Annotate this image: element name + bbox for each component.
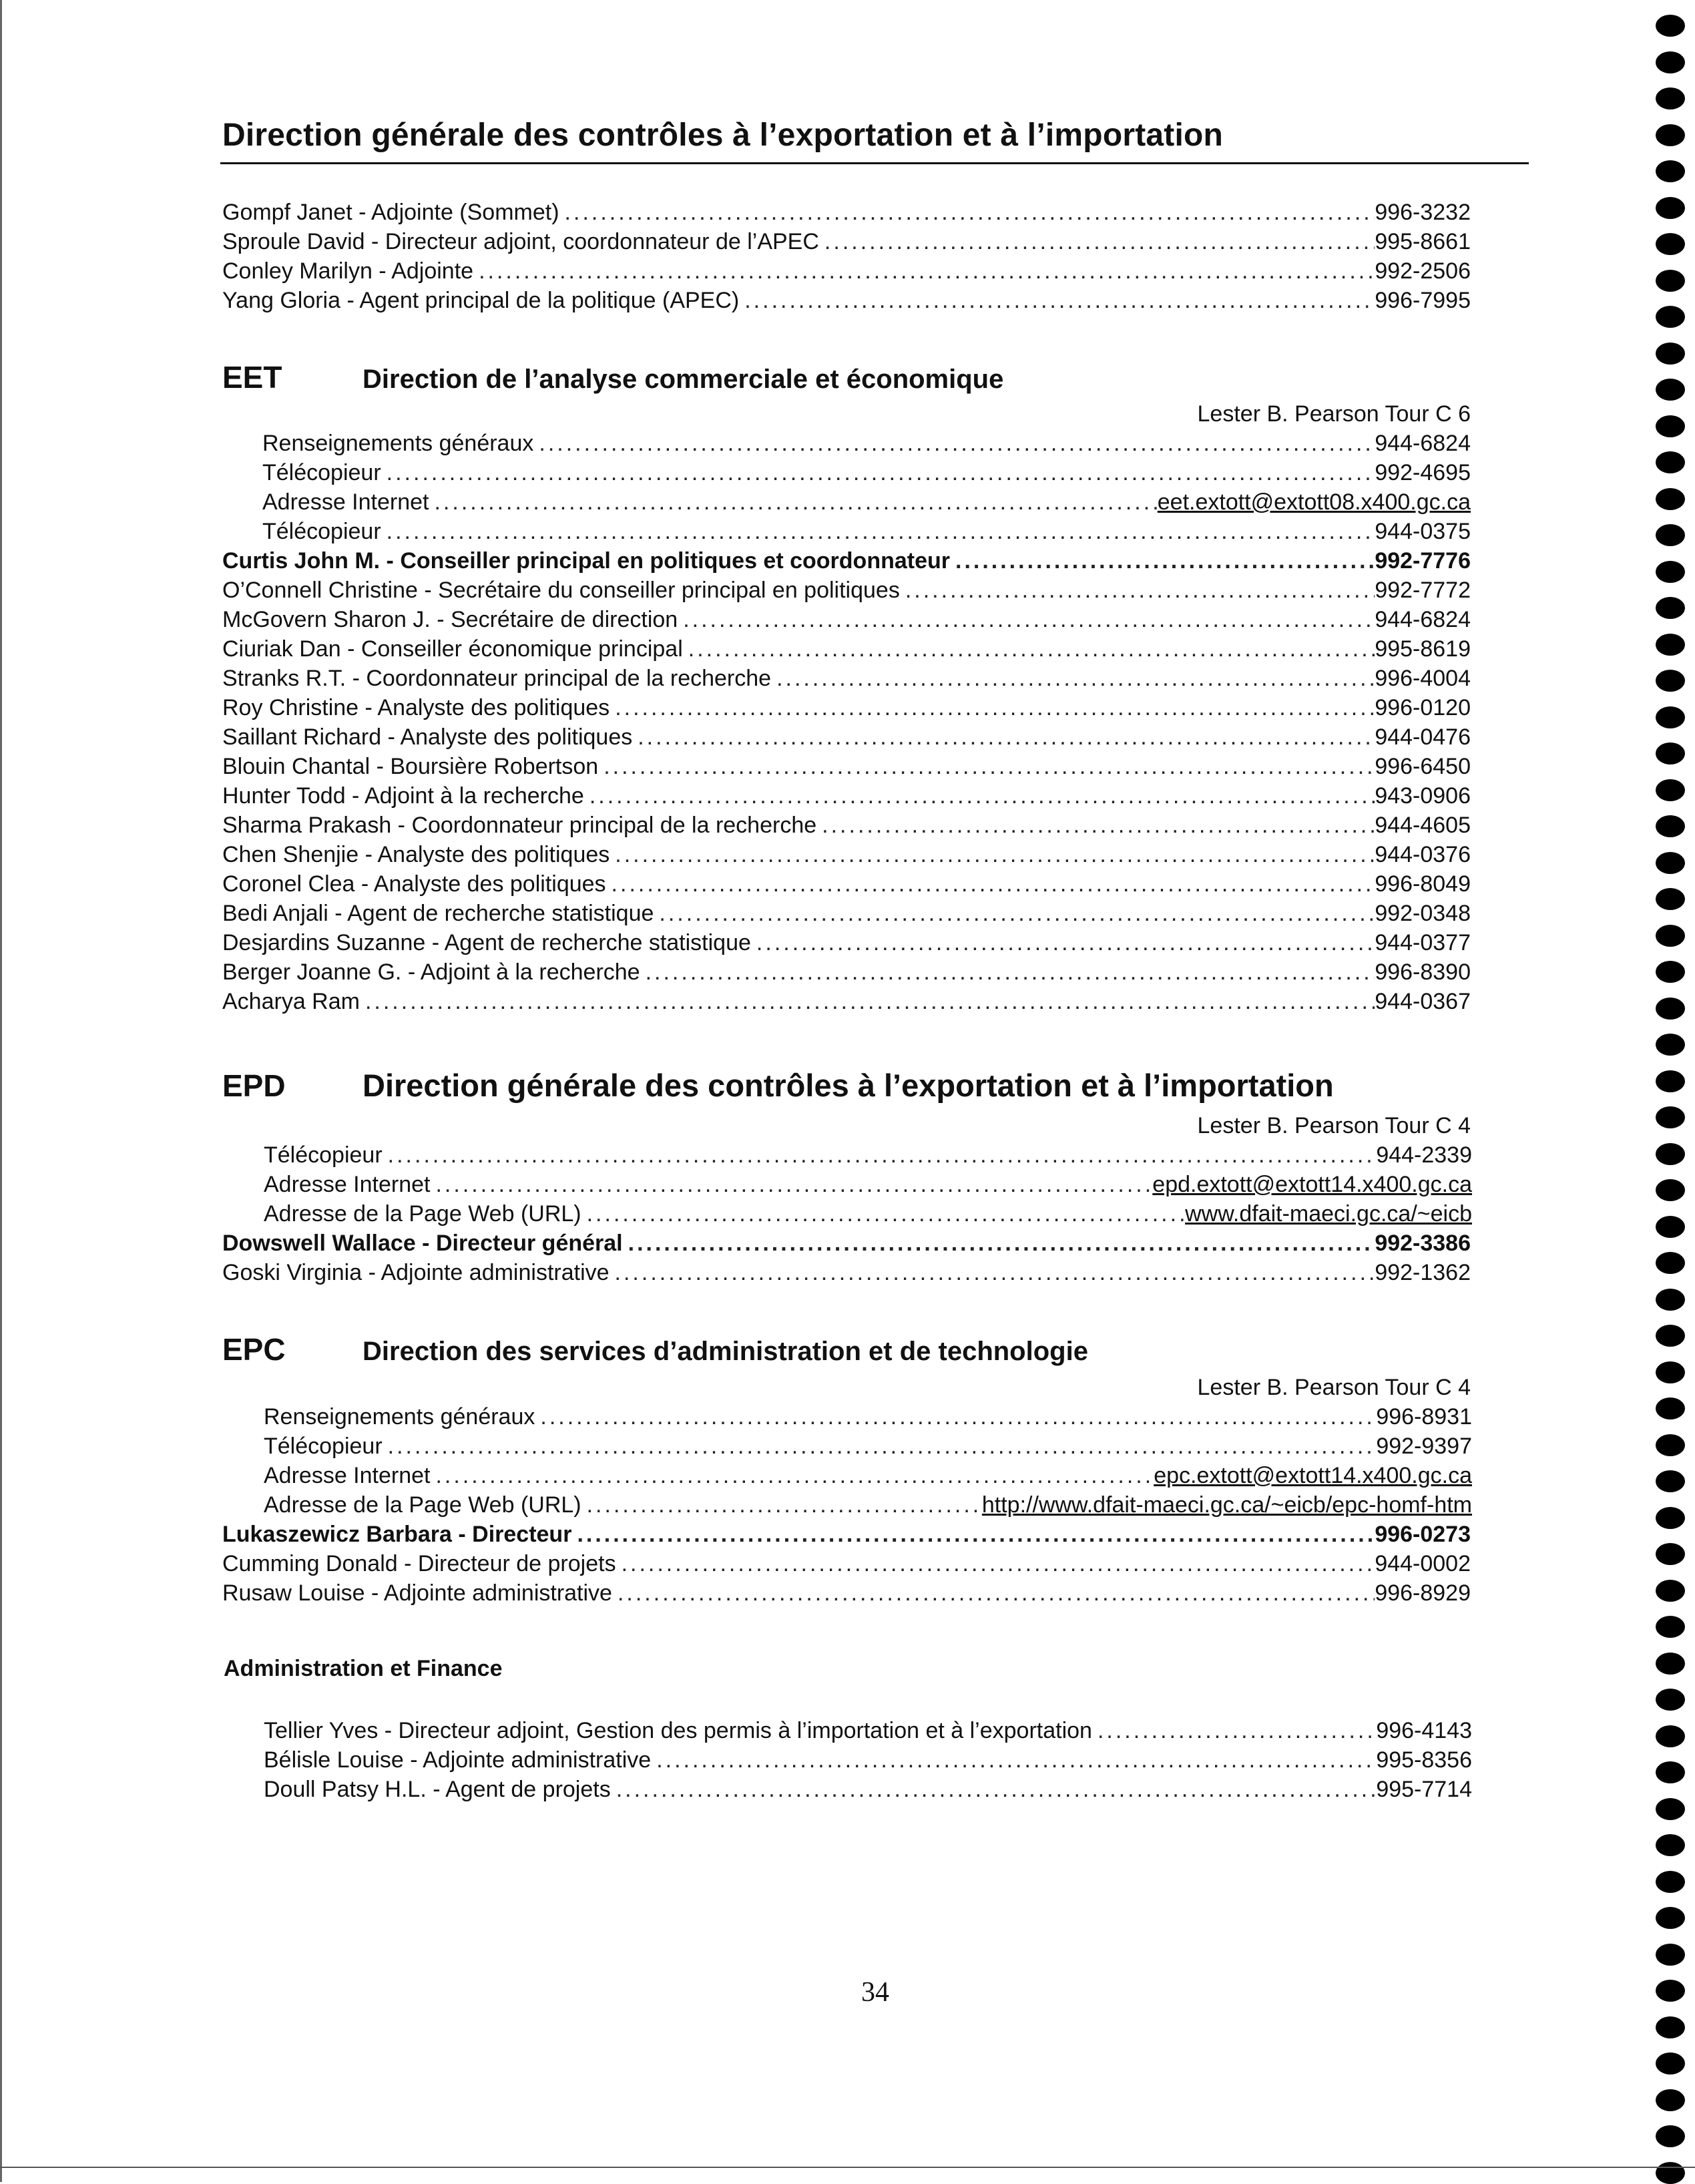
binder-hole <box>1656 597 1685 619</box>
binder-hole <box>1656 1761 1685 1783</box>
binder-hole <box>1656 706 1685 728</box>
binder-hole <box>1656 1106 1685 1128</box>
list-item: Télécopieur ..... 944-2339 <box>264 1140 1472 1170</box>
list-item: Blouin Chantal - Boursière Robertson ..... 996-6450 <box>222 752 1471 781</box>
binder-hole <box>1656 524 1685 546</box>
section-code: EET <box>222 360 282 395</box>
phone-number: 992-2506 <box>1375 258 1471 284</box>
binder-hole <box>1656 160 1685 182</box>
binder-hole <box>1656 1397 1685 1419</box>
section-code: EPD <box>222 1068 286 1103</box>
list-item: Sharma Prakash - Coordonnateur principal de la recherche ..... 944-4605 <box>222 811 1471 840</box>
binder-hole <box>1656 2089 1685 2111</box>
phone-number: 944-6824 <box>1375 431 1471 456</box>
list-item: Adresse Internet ..... epc.extott@extott14.x400.gc.ca <box>264 1461 1472 1490</box>
binder-hole <box>1656 1798 1685 1820</box>
binder-hole <box>1656 124 1685 146</box>
binder-hole <box>1656 1907 1685 1929</box>
phone-number: 992-7776 <box>1375 548 1471 574</box>
phone-number: 996-8929 <box>1375 1580 1471 1606</box>
list-item: Coronel Clea - Analyste des politiques ..... 996-8049 <box>222 869 1471 899</box>
binder-hole <box>1656 1252 1685 1274</box>
binder-hole <box>1656 1289 1685 1311</box>
phone-number: 995-8661 <box>1375 229 1471 254</box>
binder-hole <box>1656 1325 1685 1347</box>
binder-hole <box>1656 1070 1685 1092</box>
section-title: Direction des services d’administration et de technologie <box>362 1337 1088 1366</box>
phone-number: 996-3232 <box>1375 200 1471 225</box>
binder-holes <box>1656 0 1695 2182</box>
entry-label: Sproule David - Directeur adjoint, coordonnateur de l’APEC <box>222 229 819 254</box>
list-item: Adresse de la Page Web (URL) ..... www.dfait-maeci.gc.ca/~eicb <box>264 1199 1472 1229</box>
binder-hole <box>1656 488 1685 510</box>
binder-hole <box>1656 15 1685 37</box>
phone-number: 944-6824 <box>1375 607 1471 632</box>
binder-hole <box>1656 815 1685 837</box>
list-item: Télécopieur ..... 992-9397 <box>264 1432 1472 1461</box>
binder-hole <box>1656 1653 1685 1675</box>
binder-hole <box>1656 1179 1685 1201</box>
section-header-epd <box>222 1067 1334 1107</box>
binder-hole <box>1656 779 1685 801</box>
list-item: Lukaszewicz Barbara - Directeur ..... 996-0273 <box>222 1520 1471 1549</box>
list-item: Berger Joanne G. - Adjoint à la recherche ..... 996-8390 <box>222 957 1471 987</box>
binder-hole <box>1656 1543 1685 1565</box>
list-item: Bedi Anjali - Agent de recherche statistique ..... 992-0348 <box>222 899 1471 928</box>
fax-number: 992-4695 <box>1375 460 1471 485</box>
binder-hole <box>1656 306 1685 328</box>
phone-number: 995-8619 <box>1375 636 1471 662</box>
section-title: Direction de l’analyse commerciale et économique <box>362 365 1004 394</box>
web-link[interactable]: www.dfait-maeci.gc.ca/~eicb <box>1185 1201 1472 1227</box>
binder-hole <box>1656 343 1685 365</box>
binder-hole <box>1656 1434 1685 1456</box>
list-item <box>222 286 1471 315</box>
list-item: Curtis John M. - Conseiller principal en politiques et coordonnateur ..... 992-7776 <box>222 546 1471 576</box>
list-item: Desjardins Suzanne - Agent de recherche statistique ..... 944-0377 <box>222 928 1471 957</box>
binder-hole <box>1656 2052 1685 2074</box>
binder-hole <box>1656 197 1685 219</box>
phone-number: 996-7995 <box>1375 288 1471 313</box>
binder-hole <box>1656 451 1685 473</box>
binder-hole <box>1656 561 1685 583</box>
phone-number: 944-0376 <box>1375 842 1471 867</box>
binder-hole <box>1656 1689 1685 1711</box>
scan-edge-left <box>0 0 2 2182</box>
list-item: Stranks R.T. - Coordonnateur principal de la recherche ..... 996-4004 <box>222 664 1471 693</box>
binder-hole <box>1656 2162 1685 2184</box>
phone-number: 996-0273 <box>1375 1522 1471 1547</box>
list-item: Goski Virginia - Adjointe administrative ..... 992-1362 <box>222 1258 1471 1287</box>
binder-hole <box>1656 1834 1685 1856</box>
email-link[interactable]: eet.extott@extott08.x400.gc.ca <box>1157 489 1471 515</box>
phone-number: 992-1362 <box>1375 1260 1471 1285</box>
binder-hole <box>1656 1944 1685 1966</box>
phone-number: 944-4605 <box>1375 813 1471 838</box>
binder-hole <box>1656 1361 1685 1383</box>
phone-number: 992-0348 <box>1375 901 1471 926</box>
list-item: Adresse Internet ..... eet.extott@extott08.x400.gc.ca <box>262 487 1471 517</box>
entry-label: Yang Gloria - Agent principal de la politique (APEC) <box>222 288 740 313</box>
list-item: McGovern Sharon J. - Secrétaire de direction ..... 944-6824 <box>222 605 1471 634</box>
list-item: Saillant Richard - Analyste des politiques ..... 944-0476 <box>222 722 1471 752</box>
phone-number: 944-0377 <box>1375 930 1471 955</box>
page-number: 34 <box>861 1977 889 2008</box>
binder-hole <box>1656 270 1685 292</box>
email-link[interactable]: epd.extott@extott14.x400.gc.ca <box>1152 1172 1472 1197</box>
list-item: Télécopieur ..... 992-4695 <box>262 458 1471 487</box>
phone-number: 996-8931 <box>1376 1404 1472 1430</box>
binder-hole <box>1656 1470 1685 1492</box>
list-item <box>222 227 1471 256</box>
list-item: Rusaw Louise - Adjointe administrative ..... 996-8929 <box>222 1578 1471 1608</box>
binder-hole <box>1656 1871 1685 1893</box>
phone-number: 996-8049 <box>1375 871 1471 897</box>
binder-hole <box>1656 634 1685 656</box>
phone-number: 943-0906 <box>1375 783 1471 809</box>
binder-hole <box>1656 961 1685 983</box>
list-item: O’Connell Christine - Secrétaire du conseiller principal en politiques ..... 992-7772 <box>222 576 1471 605</box>
list-item: Acharya Ram ..... 944-0367 <box>222 987 1471 1016</box>
fax-number: 944-0375 <box>1375 519 1471 544</box>
heading-underline <box>220 162 1529 164</box>
binder-hole <box>1656 1580 1685 1602</box>
page-heading: Direction générale des contrôles à l’exportation et à l’importation <box>222 118 1224 153</box>
binder-hole <box>1656 670 1685 692</box>
phone-number: 995-8356 <box>1376 1747 1472 1773</box>
list-item: Renseignements généraux ..... 944-6824 <box>262 429 1471 458</box>
phone-number: 996-8390 <box>1375 959 1471 985</box>
binder-hole <box>1656 742 1685 765</box>
binder-hole <box>1656 1616 1685 1638</box>
list-item: Bélisle Louise - Adjointe administrative ..... 995-8356 <box>264 1745 1472 1775</box>
list-item: Chen Shenjie - Analyste des politiques ..... 944-0376 <box>222 840 1471 869</box>
binder-hole <box>1656 925 1685 947</box>
binder-hole <box>1656 51 1685 73</box>
binder-hole <box>1656 1216 1685 1238</box>
web-link[interactable]: http://www.dfait-maeci.gc.ca/~eicb/epc-homf-htm <box>981 1492 1472 1518</box>
phone-number: 995-7714 <box>1376 1777 1472 1802</box>
email-link[interactable]: epc.extott@extott14.x400.gc.ca <box>1154 1463 1472 1488</box>
list-item: Dowswell Wallace - Directeur général ..... 992-3386 <box>222 1229 1471 1258</box>
section-location: Lester B. Pearson Tour C 4 <box>1197 1375 1471 1400</box>
section-code: EPC <box>222 1332 286 1367</box>
subsection-title: Administration et Finance <box>224 1656 503 1681</box>
binder-hole <box>1656 888 1685 910</box>
binder-hole <box>1656 415 1685 437</box>
list-item: Doull Patsy H.L. - Agent de projets ..... 995-7714 <box>264 1775 1472 1804</box>
list-item: Adresse Internet ..... epd.extott@extott14.x400.gc.ca <box>264 1170 1472 1199</box>
phone-number: 996-6450 <box>1375 754 1471 779</box>
binder-hole <box>1656 1507 1685 1529</box>
list-item <box>222 198 1471 227</box>
entry-label: Gompf Janet - Adjointe (Sommet) <box>222 200 559 225</box>
binder-hole <box>1656 379 1685 401</box>
phone-number: 944-0367 <box>1375 989 1471 1014</box>
entry-label: Conley Marilyn - Adjointe <box>222 258 474 284</box>
section-title: Direction générale des contrôles à l’exportation et à l’importation <box>362 1068 1334 1103</box>
list-item: Adresse de la Page Web (URL) ..... http://www.dfait-maeci.gc.ca/~eicb/epc-homf-htm <box>264 1490 1472 1520</box>
scan-edge-bottom <box>0 2167 1695 2168</box>
phone-number: 996-4143 <box>1376 1718 1472 1743</box>
section-location: Lester B. Pearson Tour C 4 <box>1197 1113 1471 1138</box>
phone-number: 996-4004 <box>1375 666 1471 691</box>
binder-hole <box>1656 1034 1685 1056</box>
list-item <box>222 256 1471 286</box>
binder-hole <box>1656 998 1685 1020</box>
phone-number: 944-0476 <box>1375 724 1471 750</box>
list-item: Ciuriak Dan - Conseiller économique principal ..... 995-8619 <box>222 634 1471 664</box>
binder-hole <box>1656 2016 1685 2038</box>
list-item: Hunter Todd - Adjoint à la recherche ..... 943-0906 <box>222 781 1471 811</box>
binder-hole <box>1656 1980 1685 2002</box>
list-item: Tellier Yves - Directeur adjoint, Gestion des permis à l’importation et à l’exportation ..... 996-4143 <box>264 1716 1472 1745</box>
fax-number: 992-9397 <box>1376 1434 1472 1459</box>
binder-hole <box>1656 1725 1685 1747</box>
section-header-eet <box>222 359 1003 399</box>
binder-hole <box>1656 2125 1685 2147</box>
section-header-epc <box>222 1331 1088 1371</box>
phone-number: 996-0120 <box>1375 695 1471 720</box>
list-item: Télécopieur ..... 944-0375 <box>262 517 1471 546</box>
phone-number: 944-0002 <box>1375 1551 1471 1576</box>
phone-number: 992-7772 <box>1375 578 1471 603</box>
phone-number: 992-3386 <box>1375 1231 1471 1256</box>
section-location: Lester B. Pearson Tour C 6 <box>1197 401 1471 427</box>
binder-hole <box>1656 852 1685 874</box>
binder-hole <box>1656 87 1685 110</box>
list-item: Renseignements généraux ..... 996-8931 <box>264 1402 1472 1432</box>
list-item: Roy Christine - Analyste des politiques ..... 996-0120 <box>222 693 1471 722</box>
fax-number: 944-2339 <box>1376 1142 1472 1168</box>
list-item: Cumming Donald - Directeur de projets ..... 944-0002 <box>222 1549 1471 1578</box>
binder-hole <box>1656 233 1685 255</box>
binder-hole <box>1656 1143 1685 1165</box>
